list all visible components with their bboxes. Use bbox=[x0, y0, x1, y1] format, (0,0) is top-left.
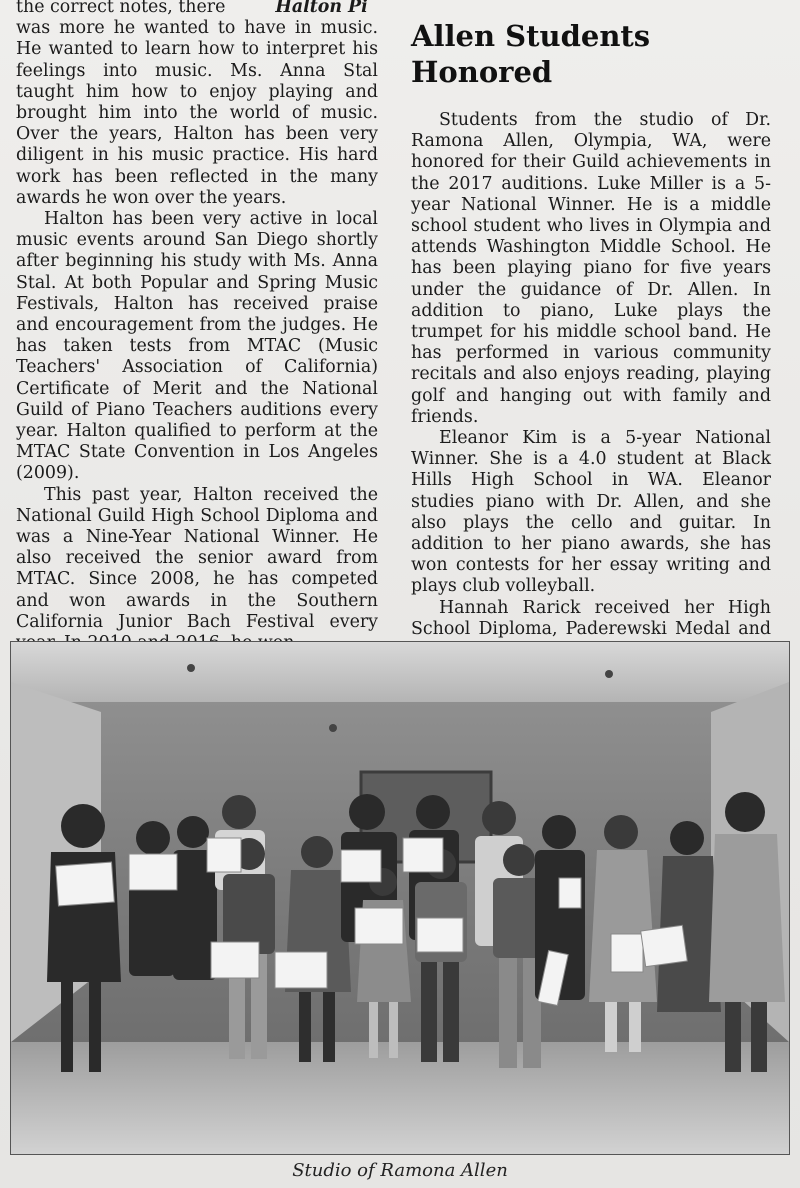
left-paragraph-2: Halton has been very active in local music events around San Diego shortly after beginning his study with Ms. Anna Stal. At both Popular and Spring Music Festivals, Halton has received praise and encouragement from the judges. He has taken tests from MTAC (Music Teachers' Association of California) Certificate of Merit and the National Guild of Piano Teachers auditions every year. Halton qualified to perform at the MTAC State Convention in Los Angeles (2009). bbox=[16, 209, 378, 484]
left-article-column bbox=[16, 0, 378, 654]
continued-text: the correct notes, there bbox=[16, 0, 226, 17]
right-paragraph-1: Students from the studio of Dr. Ramona Allen, Olympia, WA, were honored for their Guild achievements in the 2017 auditions. Luke Miller is a 5-year National Winner. He is a middle school student who lives in Olympia and attends Washington Middle School. He has been playing piano for five years under the guidance of Dr. Allen. In addition to piano, Luke plays the trumpet for his middle school band. He has performed in various community recitals and also enjoys reading, playing golf and hanging out with family and friends. bbox=[411, 110, 771, 427]
group-photo-illustration bbox=[11, 642, 789, 1154]
running-header: Halton Pi bbox=[275, 0, 368, 17]
left-paragraph-1: was more he wanted to have in music. He wanted to learn how to interpret his feelings into music. Ms. Anna Stal taught him how to enjoy playing and brought him into the world of music. Over the years, Halton has been very diligent in his music practice. His hard work has been reflected in the many awards he won over the years. bbox=[16, 18, 378, 208]
right-paragraph-3: Hannah Rarick received her High School Diploma, Paderewski Medal and bbox=[411, 597, 771, 639]
left-paragraph-3: This past year, Halton received the National Guild High School Diploma and was a Nine-Year National Winner. He also received the senior award from MTAC. Since 2008, he has competed and won awards in the Southern California Junior Bach Festival every bbox=[16, 484, 378, 632]
right-paragraph-2: Eleanor Kim is a 5-year National Winner. She is a 4.0 student at Black Hills High School in WA. Eleanor studies piano with Dr. Allen, and she also plays the cello and guitar. In addition to her piano awards, she has won contests for her essay writing and plays club volleyball. bbox=[411, 428, 771, 597]
article-headline: Allen Students Honored bbox=[411, 19, 651, 89]
group-photo bbox=[10, 641, 790, 1155]
photo-caption: Studio of Ramona Allen bbox=[292, 1160, 508, 1181]
right-article-column bbox=[411, 0, 771, 682]
continued-line bbox=[16, 0, 378, 18]
